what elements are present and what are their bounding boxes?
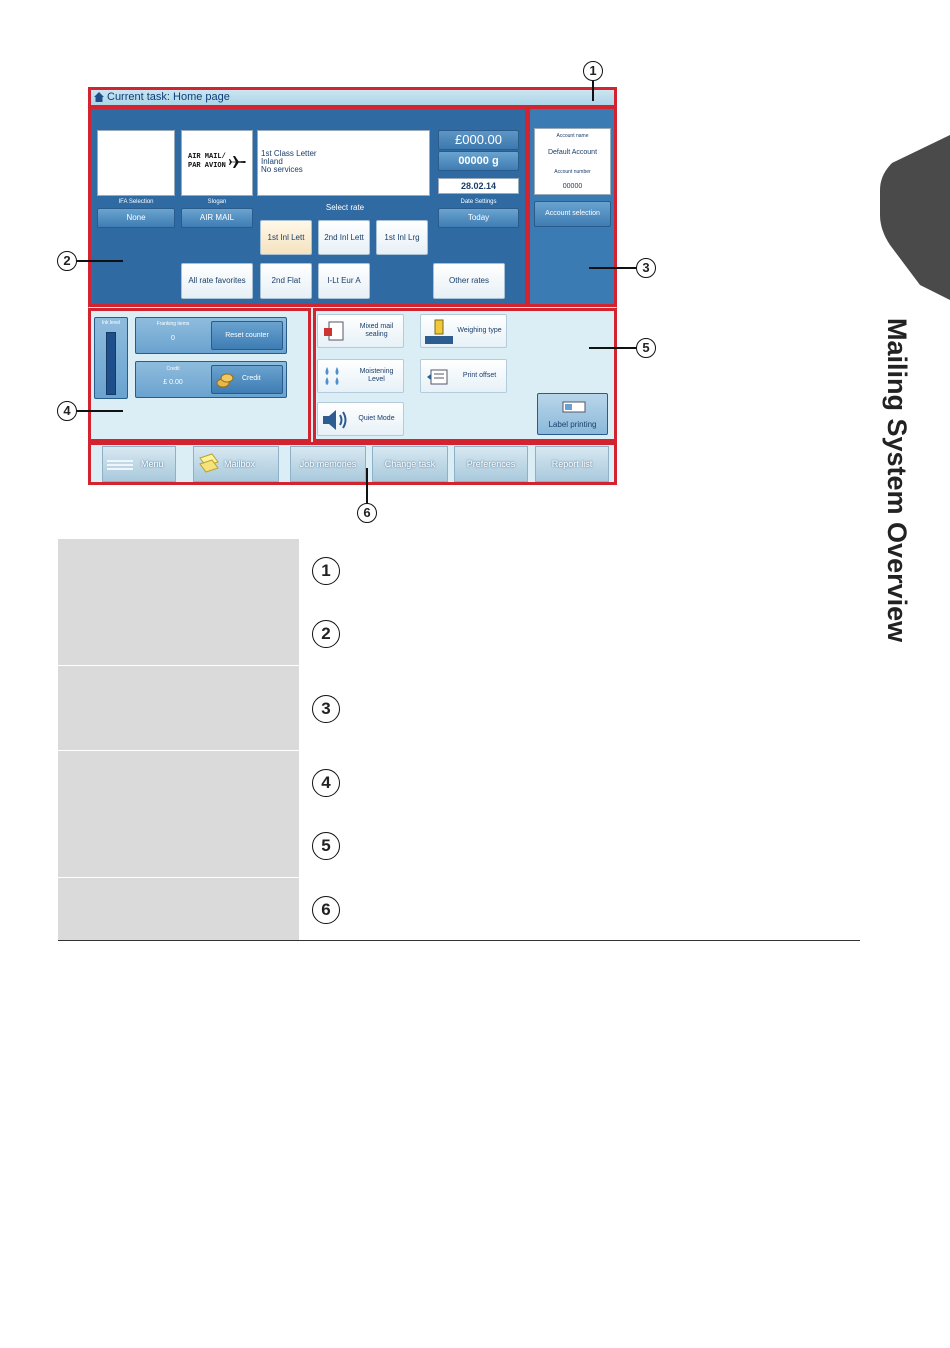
zone-2-outline (88, 106, 528, 307)
callout-2-leader (77, 260, 123, 262)
select-rate-label: Select rate (325, 203, 365, 212)
rate-button[interactable]: 2nd Flat (260, 263, 312, 299)
reset-counter-button[interactable]: Reset counter (211, 321, 283, 350)
slogan-button[interactable]: AIR MAIL (181, 208, 253, 228)
nav-report-list-button[interactable]: Report list (535, 446, 609, 482)
legend-number-3: 3 (312, 695, 340, 723)
nav-label: Mailbox (224, 459, 256, 469)
legend-number-2: 2 (312, 620, 340, 648)
callout-4-leader (77, 410, 123, 412)
airmail-line1: AIR MAIL/ (188, 153, 226, 161)
service-line2: Inland (261, 157, 283, 166)
zone-6-outline (88, 442, 617, 485)
ink-level-label: Ink level (101, 320, 121, 326)
legend-number-4: 4 (312, 769, 340, 797)
ifa-label: IFA Selection (118, 199, 154, 205)
callout-1-leader (592, 81, 594, 101)
legend-number-6: 6 (312, 896, 340, 924)
franking-items-label: Franking items (156, 321, 190, 327)
date-display: 28.02.14 (438, 178, 519, 194)
service-line1: 1st Class Letter (261, 149, 317, 158)
callout-6-leader (366, 468, 368, 503)
callout-3-leader (589, 267, 636, 269)
chapter-title: Mailing System Overview (882, 318, 912, 643)
tile-label: Moistening Level (359, 368, 394, 383)
credit-button-label: Credit (242, 375, 261, 382)
callout-2: 2 (57, 251, 77, 271)
slogan-label: Slogan (207, 199, 227, 205)
nav-label: Menu (141, 459, 164, 469)
label-printing-label: Label printing (548, 420, 597, 429)
account-name-label: Account name (556, 133, 589, 139)
service-line3: No services (261, 165, 303, 174)
account-name-value: Default Account (547, 149, 598, 156)
nav-job-memories-button[interactable]: Job memories (290, 446, 366, 482)
other-rates-button[interactable]: Other rates (433, 263, 505, 299)
rate-button[interactable]: 2nd Inl Lett (318, 220, 370, 255)
callout-4: 4 (57, 401, 77, 421)
rate-button[interactable]: All rate favorites (181, 263, 253, 299)
account-number-label: Account number (554, 169, 591, 175)
chapter-tab (880, 135, 950, 300)
weight-display[interactable]: 00000 g (438, 151, 519, 171)
callout-5-leader (589, 347, 636, 349)
rate-button[interactable]: 1st Inl Lett (260, 220, 312, 255)
tile-label: Weighing type (457, 327, 502, 334)
table-row-divider (58, 877, 299, 878)
date-settings-button[interactable]: Today (438, 208, 519, 228)
amount-display[interactable]: £000.00 (438, 130, 519, 150)
rate-button[interactable]: I-Lt Eur A (318, 263, 370, 299)
ifa-button[interactable]: None (97, 208, 175, 228)
zone-1-outline (88, 87, 617, 108)
legend-table-left-column (58, 539, 299, 941)
airmail-line2: PAR AVION (188, 162, 226, 170)
date-settings-label: Date Settings (460, 199, 497, 205)
credit-value: £ 0.00 (163, 379, 183, 386)
callout-5: 5 (636, 338, 656, 358)
callout-1: 1 (583, 61, 603, 81)
table-row-divider (58, 750, 299, 751)
nav-preferences-button[interactable]: Preferences (454, 446, 528, 482)
current-task-title: Current task: Home page (89, 88, 616, 107)
tile-label: Quiet Mode (358, 415, 395, 422)
callout-6: 6 (357, 503, 377, 523)
zone-3-outline (527, 106, 617, 307)
table-row-divider (58, 665, 299, 666)
legend-number-5: 5 (312, 832, 340, 860)
table-bottom-rule (58, 940, 860, 941)
legend-number-1: 1 (312, 557, 340, 585)
rate-button[interactable]: 1st Inl Lrg (376, 220, 428, 255)
account-number-value: 00000 (562, 183, 583, 190)
zone-4-outline (88, 308, 311, 442)
credit-label: Credit (166, 366, 180, 372)
zone-5-outline (313, 308, 617, 442)
tile-label: Print offset (462, 372, 497, 379)
nav-change-task-button[interactable]: Change task (372, 446, 448, 482)
account-selection-button[interactable]: Account selection (534, 201, 611, 227)
tile-label: Mixed mail sealing (359, 323, 394, 338)
callout-3: 3 (636, 258, 656, 278)
franking-items-value: 0 (171, 335, 175, 342)
